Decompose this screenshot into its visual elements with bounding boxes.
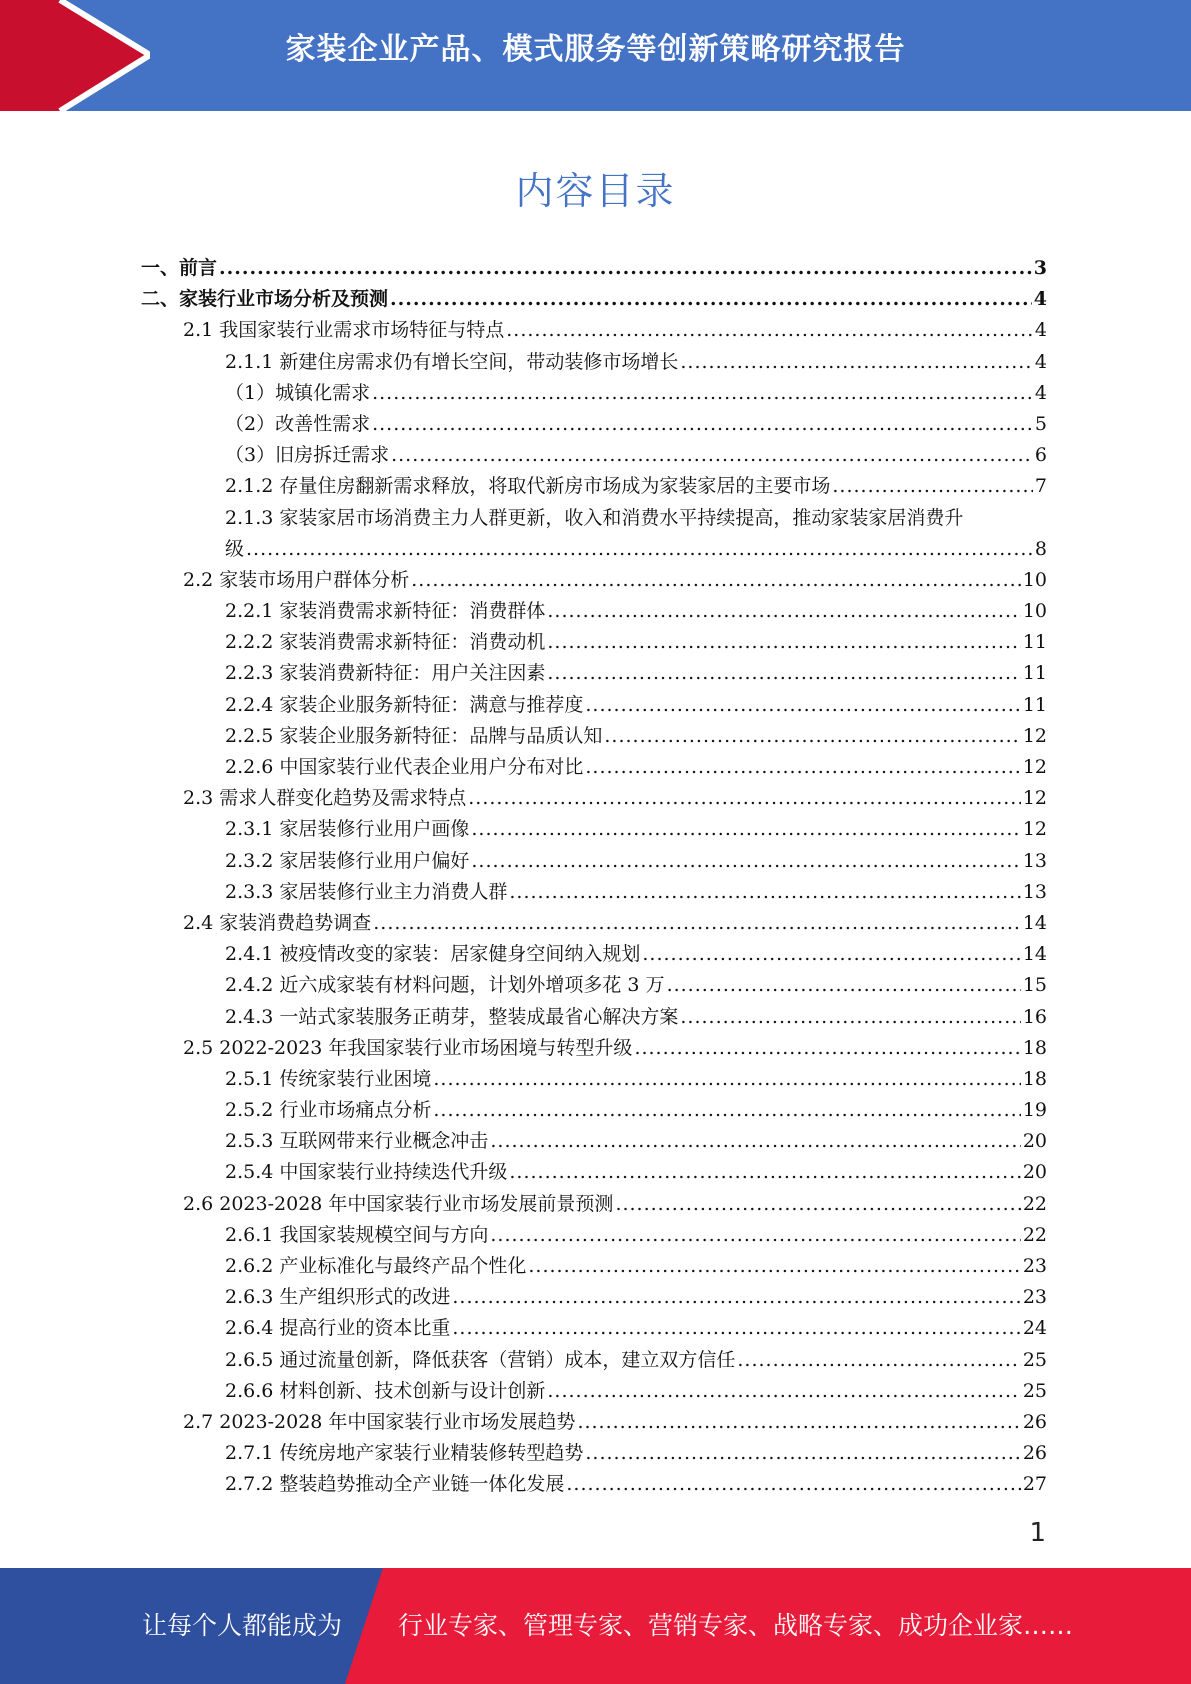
toc-entry-page: 11: [1022, 693, 1047, 716]
toc-entry[interactable]: [141, 1033, 1047, 1064]
toc-entry-page: 5: [1034, 412, 1047, 435]
table-of-contents: [141, 253, 1047, 1501]
toc-entry-page: 20: [1022, 1130, 1047, 1153]
page-footer: [0, 1568, 1191, 1684]
toc-leader-dots: [452, 1313, 1020, 1344]
toc-entry[interactable]: [141, 939, 1047, 970]
toc-entry-page: 6: [1034, 444, 1047, 467]
toc-entry-label: 2.4 家装消费趋势调查: [183, 911, 372, 934]
toc-leader-dots: [433, 1064, 1020, 1095]
toc-entry[interactable]: [141, 1251, 1047, 1282]
toc-entry-label: 一、前言: [141, 257, 218, 279]
toc-leader-dots: [452, 1282, 1020, 1313]
toc-entry-label: 2.1.3 家装家居市场消费主力人群更新，收入和消费水平持续提高，推动家装家居消费升: [225, 506, 964, 529]
toc-entry[interactable]: [141, 315, 1047, 346]
toc-leader-dots: [468, 783, 1021, 814]
toc-entry[interactable]: [141, 471, 1047, 502]
toc-leader-dots: [566, 1469, 1020, 1500]
toc-leader-dots: [509, 1157, 1020, 1188]
toc-entry[interactable]: [141, 658, 1047, 689]
toc-entry-label: 2.7.1 传统房地产家装行业精装修转型趋势: [225, 1442, 584, 1465]
toc-entry-label: 2.5.3 互联网带来行业概念冲击: [225, 1130, 489, 1153]
toc-leader-dots: [642, 939, 1020, 970]
toc-entry-page: 14: [1022, 911, 1047, 934]
toc-entry-page: 19: [1022, 1099, 1047, 1122]
toc-entry[interactable]: [141, 284, 1047, 315]
toc-entry-label: 2.2.4 家装企业服务新特征：满意与推荐度: [225, 693, 584, 716]
toc-entry[interactable]: [141, 596, 1047, 627]
toc-leader-dots: [634, 1033, 1020, 1064]
toc-entry-page: 13: [1022, 880, 1047, 903]
toc-leader-dots: [411, 565, 1021, 596]
toc-entry-page: 24: [1022, 1317, 1047, 1340]
toc-entry[interactable]: [141, 253, 1047, 284]
toc-entry[interactable]: [141, 1189, 1047, 1220]
toc-entry-label: 2.6.5 通过流量创新，降低获客（营销）成本，建立双方信任: [225, 1348, 736, 1371]
toc-entry-page: 18: [1022, 1067, 1047, 1090]
toc-entry-label: 2.2.2 家装消费需求新特征：消费动机: [225, 631, 546, 654]
toc-entry[interactable]: [141, 440, 1047, 471]
toc-entry[interactable]: [141, 565, 1047, 596]
toc-entry[interactable]: [141, 409, 1047, 440]
toc-entry[interactable]: [141, 1157, 1047, 1188]
toc-entry-label: 2.4.2 近六成家装有材料问题，计划外增项多花 3 万: [225, 974, 665, 997]
toc-leader-dots: [577, 1407, 1020, 1438]
toc-entry-page: 7: [1034, 475, 1047, 498]
toc-entry-page: 14: [1022, 943, 1047, 966]
toc-entry-label: （2）改善性需求: [225, 412, 371, 435]
toc-entry-label: 2.3.3 家居装修行业主力消费人群: [225, 880, 508, 903]
footer-slogan-right: 行业专家、管理专家、营销专家、战略专家、成功企业家……: [398, 1611, 1074, 1640]
toc-entry-label: 2.6 2023-2028 年中国家装行业市场发展前景预测: [183, 1192, 614, 1215]
toc-leader-dots: [391, 440, 1033, 471]
toc-leader-dots: [615, 1189, 1020, 1220]
toc-entry-label-tail: 级: [225, 537, 245, 560]
toc-leader-dots: [604, 721, 1020, 752]
toc-entry-page: 25: [1022, 1348, 1047, 1371]
toc-entry-page: 22: [1022, 1223, 1047, 1246]
toc-entry-label: 2.2.3 家装消费新特征：用户关注因素: [225, 662, 546, 685]
toc-entry-page: 18: [1022, 1036, 1047, 1059]
toc-entry[interactable]: [141, 1313, 1047, 1344]
toc-entry-page: 26: [1022, 1442, 1047, 1465]
toc-entry-page: 4: [1033, 288, 1047, 311]
toc-entry[interactable]: [141, 1438, 1047, 1469]
toc-entry[interactable]: [141, 846, 1047, 877]
toc-entry-label: 2.2.1 家装消费需求新特征：消费群体: [225, 600, 546, 623]
toc-leader-dots: [372, 409, 1033, 440]
toc-entry-label: （1）城镇化需求: [225, 381, 371, 404]
toc-entry-label: 2.3 需求人群变化趋势及需求特点: [183, 787, 467, 810]
toc-entry[interactable]: [141, 1345, 1047, 1376]
toc-entry-label: 2.6.1 我国家装规模空间与方向: [225, 1223, 489, 1246]
toc-leader-dots: [547, 658, 1020, 689]
toc-entry-page: 27: [1022, 1473, 1047, 1496]
toc-entry[interactable]: [141, 1064, 1047, 1095]
toc-entry[interactable]: [141, 378, 1047, 409]
toc-entry-label: 2.1.2 存量住房翻新需求释放，将取代新房市场成为家装家居的主要市场: [225, 475, 831, 498]
toc-entry-label: 2.3.2 家居装修行业用户偏好: [225, 849, 470, 872]
toc-entry[interactable]: [141, 1469, 1047, 1500]
toc-entry-page: 13: [1022, 849, 1047, 872]
toc-entry-label: 2.1 我国家装行业需求市场特征与特点: [183, 319, 505, 342]
toc-leader-dots: [547, 627, 1020, 658]
toc-leader-dots: [737, 1345, 1020, 1376]
toc-entry-label: 2.2.6 中国家装行业代表企业用户分布对比: [225, 756, 584, 779]
toc-entry-page: 11: [1022, 631, 1047, 654]
toc-entry[interactable]: [141, 503, 1047, 565]
toc-entry-page: 23: [1022, 1255, 1047, 1278]
toc-entry-page: 3: [1033, 257, 1047, 279]
toc-entry[interactable]: [141, 627, 1047, 658]
toc-entry-page: 10: [1022, 568, 1047, 591]
toc-entry[interactable]: [141, 877, 1047, 908]
toc-entry-label: 2.2.5 家装企业服务新特征：品牌与品质认知: [225, 724, 603, 747]
toc-entry-page: 12: [1022, 787, 1047, 810]
toc-leader-dots: [471, 846, 1020, 877]
toc-heading: 内容目录: [515, 169, 676, 213]
toc-leader-dots: [547, 596, 1020, 627]
toc-entry-label: 2.2 家装市场用户群体分析: [183, 568, 410, 591]
toc-entry-page: 8: [1034, 537, 1047, 560]
toc-leader-dots: [585, 690, 1020, 721]
toc-entry[interactable]: [141, 721, 1047, 752]
toc-leader-dots: [667, 970, 1021, 1001]
toc-entry-page: 12: [1022, 756, 1047, 779]
toc-entry-page: 26: [1022, 1410, 1047, 1433]
toc-leader-dots: [528, 1251, 1020, 1282]
toc-leader-dots: [585, 1438, 1020, 1469]
toc-entry-label: 2.5.1 传统家装行业困境: [225, 1067, 432, 1090]
toc-entry-label: 2.6.4 提高行业的资本比重: [225, 1317, 451, 1340]
toc-entry-page: 20: [1022, 1161, 1047, 1184]
toc-entry-page: 11: [1022, 662, 1047, 685]
toc-entry-page: 4: [1034, 350, 1047, 373]
toc-leader-dots: [506, 315, 1033, 346]
toc-entry-label: 2.5 2022-2023 年我国家装行业市场困境与转型升级: [183, 1036, 633, 1059]
toc-entry[interactable]: [141, 752, 1047, 783]
toc-entry[interactable]: [141, 783, 1047, 814]
toc-leader-dots: [680, 1002, 1020, 1033]
toc-leader-dots: [390, 284, 1032, 315]
toc-entry-page: 4: [1034, 319, 1047, 342]
toc-entry-page: 15: [1022, 974, 1047, 997]
toc-entry-page: 25: [1022, 1379, 1047, 1402]
toc-leader-dots: [680, 347, 1033, 378]
toc-entry-label: 2.3.1 家居装修行业用户画像: [225, 818, 470, 841]
toc-entry-label: 2.1.1 新建住房需求仍有增长空间，带动装修市场增长: [225, 350, 679, 373]
toc-entry-label: 二、家装行业市场分析及预测: [141, 288, 389, 311]
toc-entry[interactable]: [141, 1376, 1047, 1407]
toc-leader-dots: [219, 253, 1032, 284]
toc-leader-dots: [490, 1126, 1020, 1157]
toc-leader-dots: [490, 1220, 1020, 1251]
toc-entry-label: 2.5.2 行业市场痛点分析: [225, 1099, 432, 1122]
toc-entry-label-continued: [225, 534, 1047, 565]
toc-entry[interactable]: [141, 1282, 1047, 1313]
toc-entry[interactable]: [141, 1126, 1047, 1157]
toc-entry-label: 2.7.2 整装趋势推动全产业链一体化发展: [225, 1473, 565, 1496]
toc-entry-page: 10: [1022, 600, 1047, 623]
toc-entry-page: 16: [1022, 1005, 1047, 1028]
toc-entry-label: 2.6.6 材料创新、技术创新与设计创新: [225, 1379, 546, 1402]
toc-entry[interactable]: [141, 1220, 1047, 1251]
report-title: 家装企业产品、模式服务等创新策略研究报告: [285, 32, 906, 67]
toc-entry[interactable]: [141, 1095, 1047, 1126]
toc-entry-page: 12: [1022, 818, 1047, 841]
toc-entry-page: 12: [1022, 724, 1047, 747]
page-number: 1: [1029, 1518, 1046, 1548]
toc-entry[interactable]: [141, 1407, 1047, 1438]
toc-entry-label: 2.6.2 产业标准化与最终产品个性化: [225, 1255, 527, 1278]
toc-entry[interactable]: [141, 814, 1047, 845]
toc-entry-label: 2.5.4 中国家装行业持续迭代升级: [225, 1161, 508, 1184]
footer-slogan-left: 让每个人都能成为: [142, 1611, 343, 1640]
toc-entry[interactable]: [141, 690, 1047, 721]
toc-entry-page: 4: [1034, 381, 1047, 404]
toc-entry-label: 2.6.3 生产组织形式的改进: [225, 1286, 451, 1309]
toc-entry[interactable]: [141, 1002, 1047, 1033]
toc-leader-dots: [471, 814, 1020, 845]
toc-entry-label: 2.7 2023-2028 年中国家装行业市场发展趋势: [183, 1410, 576, 1433]
toc-leader-dots: [509, 877, 1020, 908]
toc-entry[interactable]: [141, 347, 1047, 378]
toc-leader-dots: [433, 1095, 1020, 1126]
toc-entry-label: 2.4.1 被疫情改变的家装：居家健身空间纳入规划: [225, 943, 641, 966]
toc-leader-dots: [832, 471, 1033, 502]
toc-entry-page: 22: [1022, 1192, 1047, 1215]
toc-entry-label: 2.4.3 一站式家装服务正萌芽，整装成最省心解决方案: [225, 1005, 679, 1028]
toc-leader-dots: [372, 378, 1033, 409]
page-header: [0, 0, 1191, 111]
toc-entry[interactable]: [141, 908, 1047, 939]
toc-leader-dots: [547, 1376, 1020, 1407]
toc-entry-page: 23: [1022, 1286, 1047, 1309]
toc-leader-dots: [246, 534, 1033, 565]
toc-leader-dots: [373, 908, 1021, 939]
toc-entry-label: （3）旧房拆迁需求: [225, 444, 390, 467]
toc-entry[interactable]: [141, 970, 1047, 1001]
toc-leader-dots: [585, 752, 1020, 783]
